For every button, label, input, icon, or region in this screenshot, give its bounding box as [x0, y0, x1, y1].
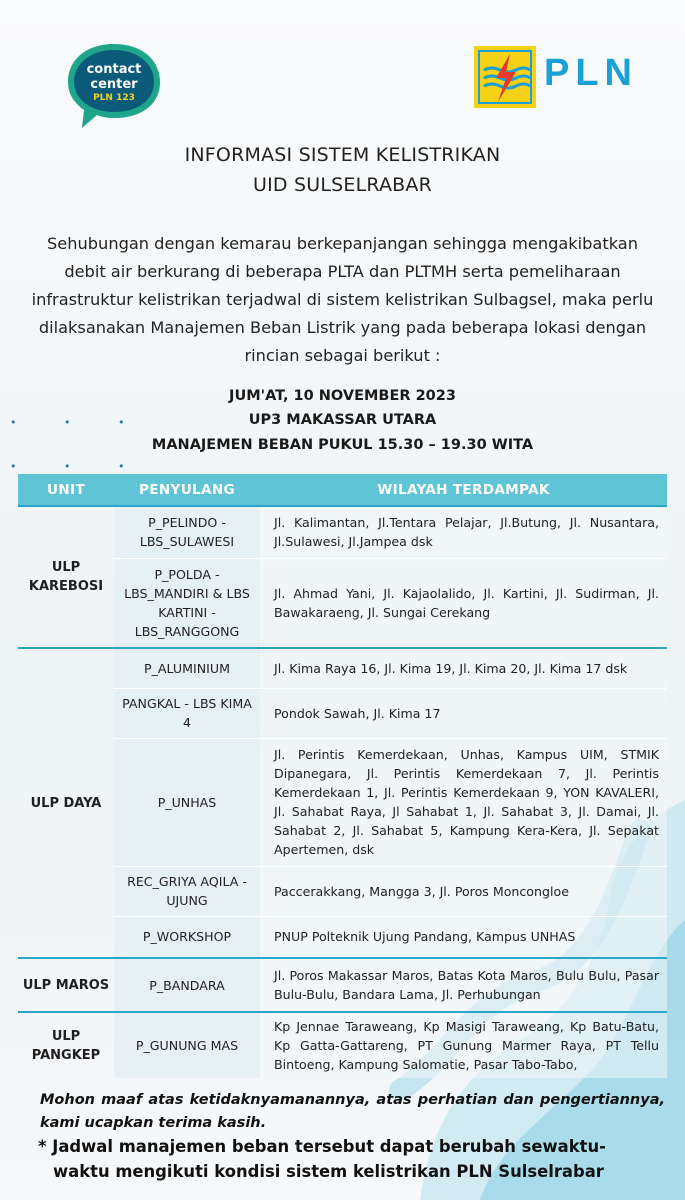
feeder-cell: P_GUNUNG MAS: [114, 1012, 260, 1078]
table-row: [18, 506, 667, 558]
contact-center-logo: [64, 40, 164, 132]
table-header-row: [18, 474, 667, 506]
pln-wordmark: PLN: [544, 52, 638, 94]
feeder-cell: P_PELINDO - LBS_SULAWESI: [114, 506, 260, 558]
cc-line3: PLN 123: [93, 93, 135, 103]
decorative-dots: • • •: [10, 460, 147, 473]
cc-line1: contact: [86, 62, 142, 77]
table-row: [18, 958, 667, 1012]
area-cell: Jl. Perintis Kemerdekaan, Unhas, Kampus UIM, STMIK Dipanegara, Jl. Perintis Kemerdekaan 7, Jl. Perintis Kemerdekaan 1, Jl. Perintis Kemerdekaan 9, YON KAVALERI, Jl. Sahabat Raya, Jl Sahabat 1, Jl. Sahabat 3, Jl. Damai, Jl. Sahabat 2, Jl. Sahabat 5, Kampung Kera-Kera, Jl. Sepakat Apertemen, dsk: [260, 738, 667, 866]
table-row: [18, 738, 667, 866]
title-line1: INFORMASI SISTEM KELISTRIKAN: [184, 144, 501, 166]
pln-logo: [474, 46, 654, 110]
apology-text: Mohon maaf atas ketidaknyamanannya, atas perhatian dan pengertiannya, kami ucapkan terima kasih.: [40, 1092, 665, 1131]
area-cell: Jl. Poros Makassar Maros, Batas Kota Maros, Bulu Bulu, Pasar Bulu-Bulu, Bandara Lama, Jl. Perhubungan: [260, 958, 667, 1012]
cc-line2: center: [90, 77, 138, 92]
lightning-bolt-icon: [474, 46, 536, 108]
table-row: [18, 916, 667, 958]
header-feeder: PENYULANG: [114, 474, 260, 506]
area-cell: PNUP Polteknik Ujung Pandang, Kampus UNHAS: [260, 916, 667, 958]
area-cell: Kp Jennae Taraweang, Kp Masigi Taraweang, Kp Batu-Batu, Kp Gatta-Gattareng, PT Gunung Marmer Raya, PT Tellu Bintoeng, Kampung Salomatie, Pasar Tabo-Tabo,: [260, 1012, 667, 1078]
unit-cell: ULP DAYA: [18, 648, 114, 958]
schedule-time: MANAJEMEN BEBAN PUKUL 15.30 – 19.30 WITA: [151, 437, 534, 453]
feeder-cell: REC_GRIYA AQILA - UJUNG: [114, 866, 260, 916]
area-cell: Jl. Kima Raya 16, Jl. Kima 19, Jl. Kima 20, Jl. Kima 17 dsk: [260, 648, 667, 688]
table-row: [18, 648, 667, 688]
feeder-cell: P_BANDARA: [114, 958, 260, 1012]
table-row: [18, 558, 667, 648]
schedule-up3: UP3 MAKASSAR UTARA: [248, 412, 437, 428]
schedule-date: JUM'AT, 10 NOVEMBER 2023: [229, 388, 456, 404]
unit-cell: ULP KAREBOSI: [18, 506, 114, 648]
area-cell: Jl. Ahmad Yani, Jl. Kajaolalido, Jl. Kartini, Jl. Sudirman, Jl. Bawakaraeng, Jl. Sungai Cerekang: [260, 558, 667, 648]
schedule-note: [38, 1134, 678, 1184]
header-unit: UNIT: [18, 474, 114, 506]
title-line2: UID SULSELRABAR: [252, 174, 433, 196]
feeder-cell: P_ALUMINIUM: [114, 648, 260, 688]
area-cell: Paccerakkang, Mangga 3, Jl. Poros Moncongloe: [260, 866, 667, 916]
schedule-note-line2: waktu mengikuti kondisi sistem kelistrikan PLN Sulselrabar: [53, 1162, 604, 1181]
impact-table: [18, 474, 667, 1078]
feeder-cell: PANGKAL - LBS KIMA 4: [114, 688, 260, 738]
area-cell: Pondok Sawah, Jl. Kima 17: [260, 688, 667, 738]
table-row: [18, 688, 667, 738]
table-row: [18, 1012, 667, 1078]
decorative-dots: • • •: [10, 416, 147, 429]
area-cell: Jl. Kalimantan, Jl.Tentara Pelajar, Jl.Butung, Jl. Nusantara, Jl.Sulawesi, Jl.Jampea dsk: [260, 506, 667, 558]
unit-cell: ULP PANGKEP: [18, 1012, 114, 1078]
feeder-cell: P_UNHAS: [114, 738, 260, 866]
table-row: [18, 866, 667, 916]
feeder-cell: P_WORKSHOP: [114, 916, 260, 958]
intro-paragraph: Sehubungan dengan kemarau berkepanjangan sehingga mengakibatkan debit air berkurang di beberapa PLTA dan PLTMH serta pemeliharaan infrastruktur kelistrikan terjadwal di sistem kelistrikan Sulbagsel, maka perlu dilaksanakan Manajemen Beban Listrik yang pada beberapa lokasi dengan rincian sebagai berikut :: [31, 234, 654, 365]
header-area: WILAYAH TERDAMPAK: [260, 474, 667, 506]
schedule-note-line1: * Jadwal manajemen beban tersebut dapat berubah sewaktu-: [38, 1137, 606, 1156]
unit-cell: ULP MAROS: [18, 958, 114, 1012]
feeder-cell: P_POLDA - LBS_MANDIRI & LBS KARTINI - LBS_RANGGONG: [114, 558, 260, 648]
